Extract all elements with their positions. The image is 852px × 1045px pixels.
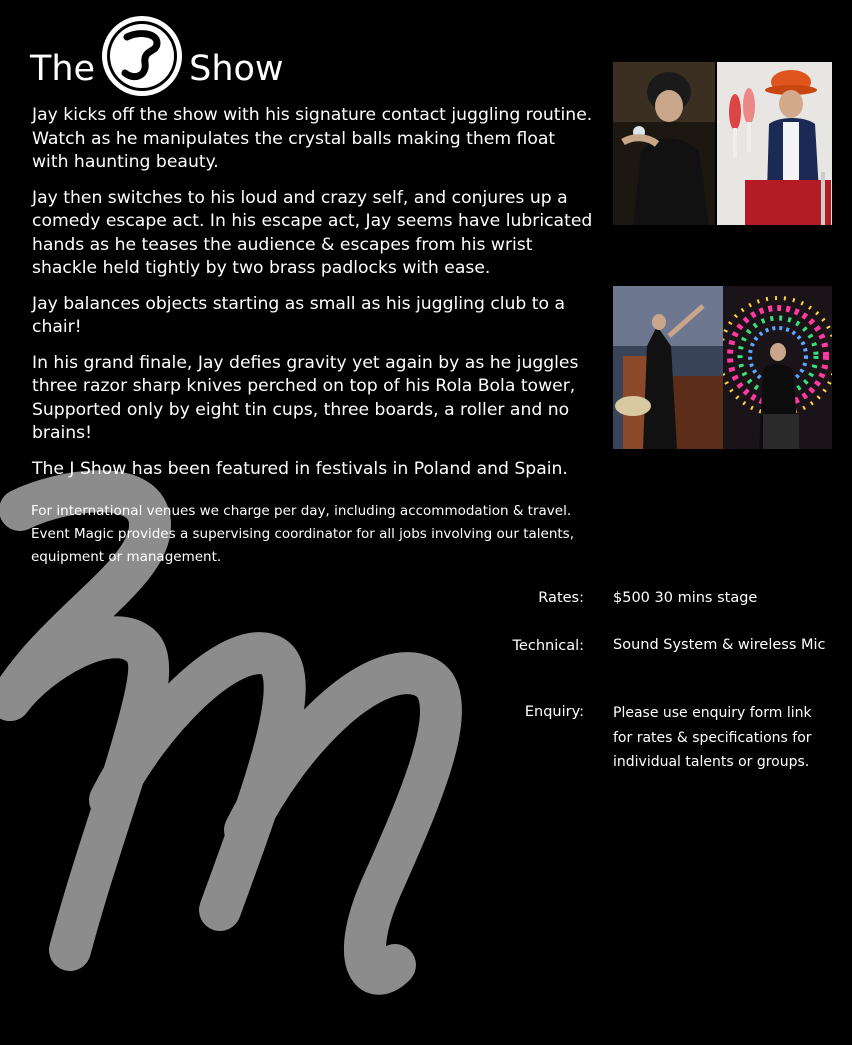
rates-value: $500 30 mins stage xyxy=(613,590,758,606)
paragraph-festivals: The J Show has been featured in festivals in Poland and Spain. xyxy=(32,458,568,479)
photo-led-performance xyxy=(723,286,832,449)
enquiry-line: for rates & specifications for xyxy=(613,729,812,746)
logo-letter: J xyxy=(141,63,143,64)
note-line: For international venues we charge per day, including accommodation & travel. xyxy=(31,503,572,519)
title-show: Show xyxy=(189,48,284,89)
paragraph-balance: Jay balances objects starting as small as his juggling club to a chair! xyxy=(32,293,566,337)
international-note xyxy=(31,500,591,569)
enquiry-value xyxy=(613,701,833,775)
show-description xyxy=(32,104,597,493)
note-line: Event Magic provides a supervising coordinator for all jobs involving our talents, xyxy=(31,526,574,542)
j-logo-icon xyxy=(99,13,185,99)
paragraph-escape: Jay then switches to his loud and crazy self, and conjures up a comedy escape act. In his escape act, Jay seems have lubricated hands as he teases the audience & escapes from his wrist shackle held tightly by two brass padlocks with ease. xyxy=(32,187,593,278)
technical-label: Technical: xyxy=(512,638,584,654)
note-line: equipment or management. xyxy=(31,549,222,565)
technical-value: Sound System & wireless Mic xyxy=(613,637,826,653)
paragraph-intro: Jay kicks off the show with his signature contact juggling routine. Watch as he manipulates the crystal balls making them float with haunting beauty. xyxy=(32,105,593,172)
page-title xyxy=(30,12,284,100)
photo-balancing-act xyxy=(613,286,723,449)
photo-contact-juggling xyxy=(613,62,715,225)
title-the: The xyxy=(30,48,96,89)
enquiry-label: Enquiry: xyxy=(524,704,584,720)
enquiry-line: individual talents or groups. xyxy=(613,754,810,770)
enquiry-line: Please use enquiry form link xyxy=(613,705,812,721)
rates-label: Rates: xyxy=(538,590,584,606)
photo-juggling-clubs xyxy=(717,62,832,225)
paragraph-finale: In his grand finale, Jay defies gravity yet again by as he juggles three razor sharp knives perched on top of his Rola Bola tower, Supported only by eight tin cups, three boards, a roller and no brains! xyxy=(32,352,579,443)
